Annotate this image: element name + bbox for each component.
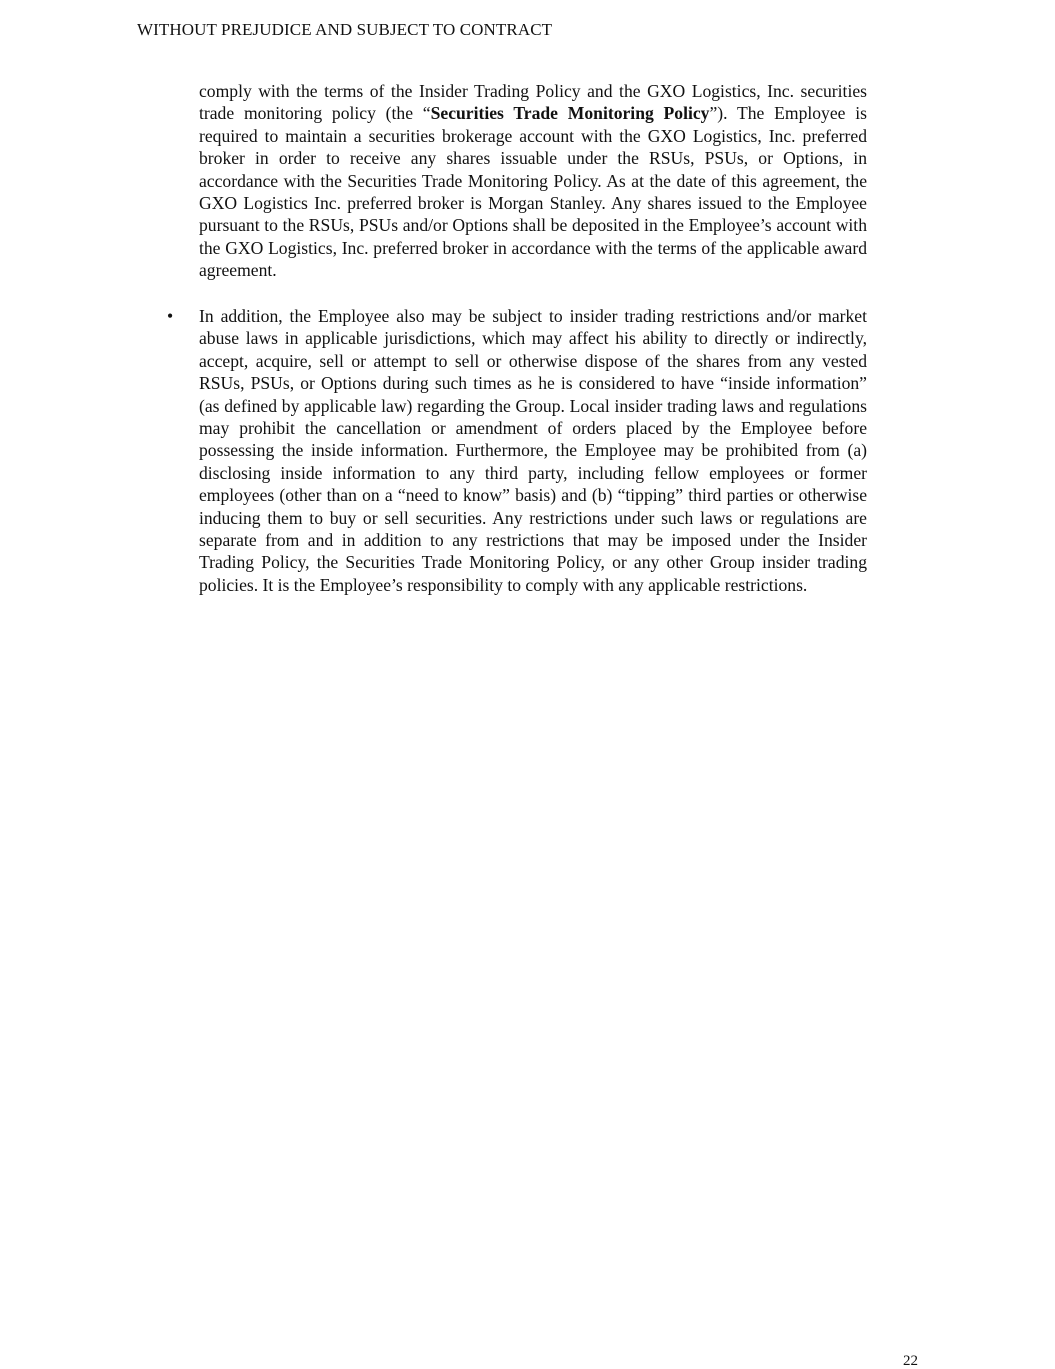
continuation-paragraph — [199, 80, 867, 282]
bullet-icon: • — [167, 306, 174, 326]
bullet-paragraph: In addition, the Employee also may be subject to insider trading restrictions and/or market abuse laws in applicable jurisdictions, which may affect his ability to directly or indirectly, accept, acquire, sell or attempt to sell or otherwise dispose of the shares from any vested RSUs, PSUs, or Options during such times as he is considered to have “inside information” (as defined by applicable law) regarding the Group. Local insider trading laws and regulations may prohibit the cancellation or amendment of orders placed by the Employee before possessing the inside information. Furthermore, the Employee may be prohibited from (a) disclosing inside information to any third party, including fellow employees or former employees (other than on a “need to know” basis) and (b) “tipping” third parties or otherwise inducing them to buy or sell securities. Any restrictions under such laws or regulations are separate from and in addition to any restrictions that may be imposed under the Insider Trading Policy, the Securities Trade Monitoring Policy, or any other Group insider trading policies. It is the Employee’s responsibility to comply with any applicable restrictions. — [199, 306, 867, 595]
paragraph-text-start: comply with the terms of the Insider Trading Policy and the GXO Logistics, Inc. securities trade monitoring policy (the “ — [199, 81, 867, 124]
page-number: 22 — [903, 1353, 918, 1369]
document-header: WITHOUT PREJUDICE AND SUBJECT TO CONTRACT — [137, 20, 553, 39]
defined-term: Securities Trade Monitoring Policy — [430, 103, 710, 124]
paragraph-text-end: ”). The Employee is required to maintain a securities brokerage account with the GXO Logistics, Inc. preferred broker in order to receive any shares issuable under the RSUs, PSUs, or Options, in accordance with the Securities Trade Monitoring Policy. As at the date of this agreement, the GXO Logistics Inc. preferred broker is Morgan Stanley. Any shares issued to the Employee pursuant to the RSUs, PSUs and/or Options shall be deposited in the Employee’s account with the GXO Logistics, Inc. preferred broker in accordance with the terms of the applicable award agreement. — [199, 103, 867, 281]
